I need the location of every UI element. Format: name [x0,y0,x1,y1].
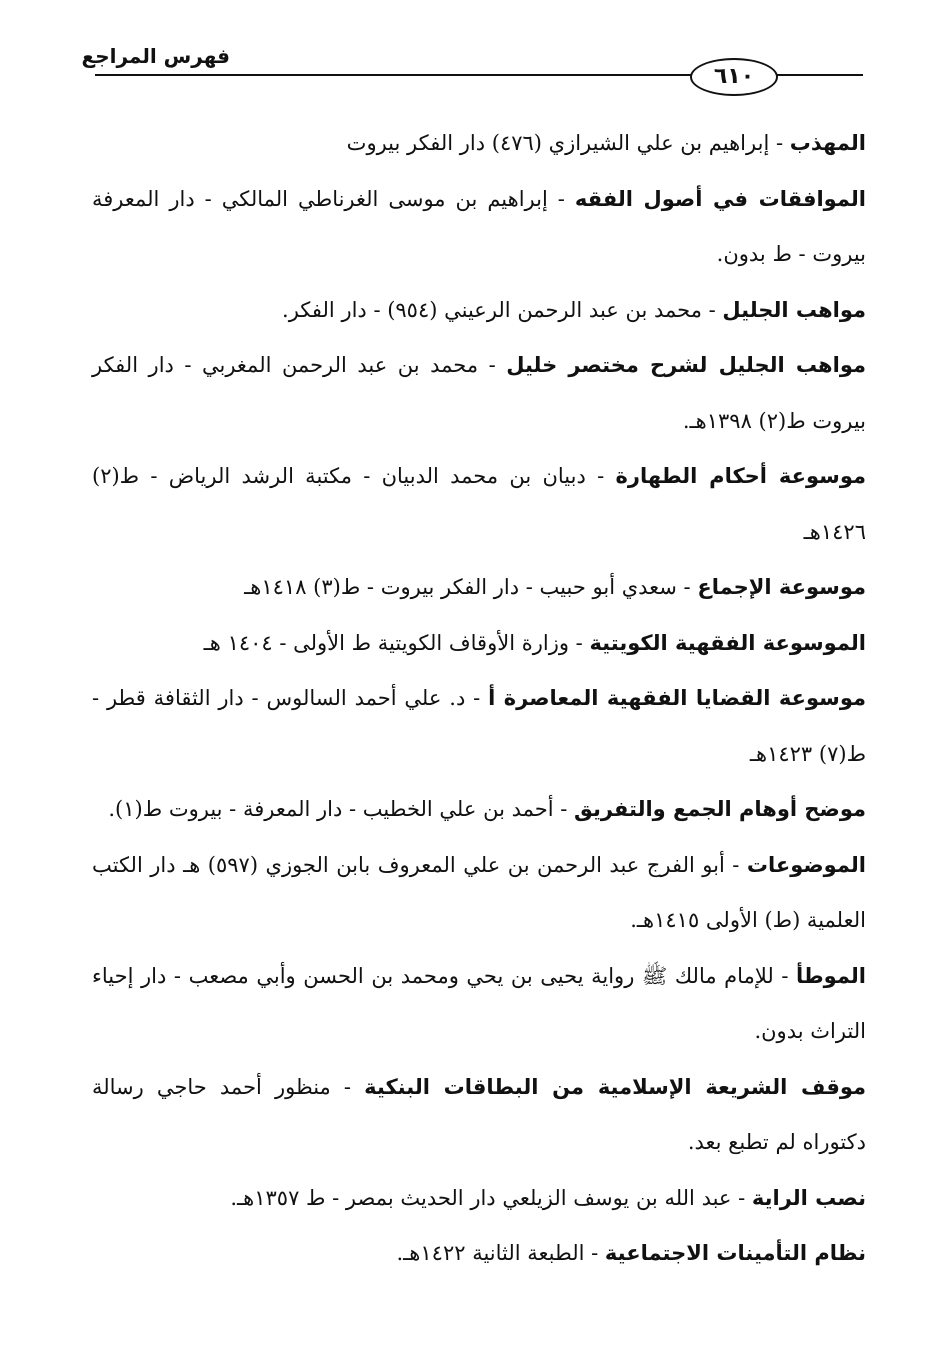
reference-entry [92,671,866,782]
reference-entry [92,782,866,838]
entry-body: - عبد الله بن يوسف الزيلعي دار الحديث بمصر - ط ١٣٥٧هـ. [230,1185,752,1210]
reference-entry [92,1226,866,1282]
entry-title: موسوعة أحكام الطهارة [615,464,866,488]
entry-title: موقف الشريعة الإسلامية من البطاقات البنكية [364,1074,866,1099]
entry-title: مواهب الجليل [722,297,866,322]
entry-title: الموافقات في أصول الفقه [574,186,867,211]
entry-title: الموضوعات [746,852,866,877]
reference-entry [92,449,866,560]
entry-body: - الطبعة الثانية ١٤٢٢هـ. [396,1241,605,1265]
entry-title: نصب الراية [751,1185,866,1210]
entry-body: - إبراهيم بن علي الشيرازي (٤٧٦) دار الفكر بيروت [346,131,790,155]
entry-body: - وزارة الأوقاف الكويتية ط الأولى - ١٤٠٤ هـ [203,630,590,655]
entry-body: - محمد بن عبد الرحمن الرعيني (٩٥٤) - دار الفكر. [282,297,723,322]
entry-title: موسوعة القضايا الفقهية المعاصرة أ [488,686,866,710]
entry-title: موسوعة الإجماع [697,575,866,599]
entry-title: نظام التأمينات الاجتماعية [604,1241,866,1265]
entry-body: - د. علي أحمد السالوس - دار الثقافة قطر - ط(٧) ١٤٢٣هـ [92,686,866,766]
reference-entry [92,560,866,616]
reference-list [92,116,866,1282]
running-header-title: فهرس المراجع [81,44,230,68]
entry-body: - دبيان بن محمد الدبيان - مكتبة الرشد الرياض - ط(٢) ١٤٢٦هـ [92,464,866,544]
reference-entry [92,338,866,449]
entry-body: - أحمد بن علي الخطيب - دار المعرفة - بيروت ط(١). [108,797,575,821]
reference-entry [92,283,866,339]
entry-body: - إبراهيم بن موسى الغرناطي المالكي - دار المعرفة بيروت - ط بدون. [92,186,866,266]
entry-title: مواهب الجليل لشرح مختصر خليل [506,353,866,377]
entry-body: - أبو الفرج عبد الرحمن بن علي المعروف بابن الجوزي (٥٩٧) هـ دار الكتب العلمية (ط) الأولى ١٤١٥هـ. [92,852,866,932]
entry-body: - للإمام مالك ﷺ رواية يحيى بن يحي ومحمد بن الحسن وأبي مصعب - دار إحياء التراث بدون. [92,963,866,1043]
reference-entry [92,616,866,672]
entry-body: - محمد بن عبد الرحمن المغربي - دار الفكر بيروت ط(٢) ١٣٩٨هـ. [92,353,866,433]
reference-entry [92,1060,866,1171]
page-number: ٦١٠ [690,58,778,96]
entry-title: المهذب [789,131,866,155]
entry-title: الموسوعة الفقهية الكويتية [589,630,866,655]
entry-body: - سعدي أبو حبيب - دار الفكر بيروت - ط(٣) ١٤١٨هـ [244,575,698,599]
reference-entry [92,838,866,949]
entry-title: موضح أوهام الجمع والتفريق [574,797,866,821]
reference-entry [92,949,866,1060]
reference-entry [92,172,866,283]
entry-title: الموطأ [796,963,866,988]
entry-body: - منظور أحمد حاجي رسالة دكتوراه لم تطبع بعد. [92,1074,866,1154]
reference-entry [92,1171,866,1227]
reference-entry [92,116,866,172]
